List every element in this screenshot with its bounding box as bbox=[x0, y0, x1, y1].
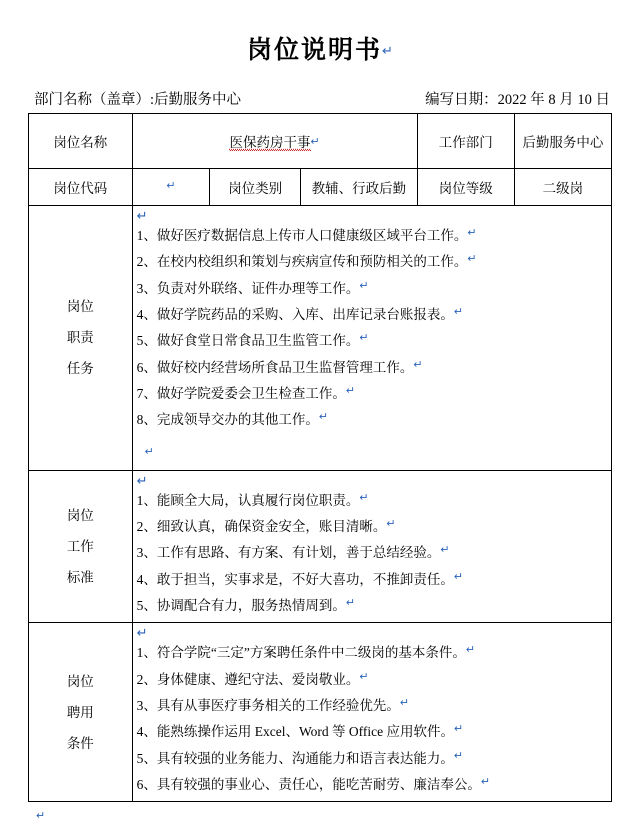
work-dept-value: 后勤服务中心 bbox=[522, 135, 604, 150]
paragraph-mark-icon: ↵ bbox=[136, 208, 148, 223]
cell-job-type-label bbox=[210, 169, 301, 206]
paragraph-mark-icon: ↵ bbox=[454, 723, 464, 736]
requirements-item-text: 5、具有较强的业务能力、沟通能力和语言表达能力。 bbox=[136, 750, 454, 766]
paragraph-mark-icon: ↵ bbox=[399, 697, 410, 710]
paragraph-mark-icon: ↵ bbox=[166, 179, 176, 192]
paragraph-mark-icon: ↵ bbox=[318, 411, 329, 424]
date-value: 2022 年 8 月 10 日 bbox=[497, 92, 610, 108]
paragraph-mark-icon: ↵ bbox=[136, 472, 148, 488]
standards-item-text: 1、能顾全大局，认真履行岗位职责。 bbox=[136, 492, 360, 508]
standards-item-text: 5、协调配合有力，服务热情周到。 bbox=[136, 598, 346, 614]
table-row-duties bbox=[29, 206, 612, 471]
paragraph-mark-icon: ↵ bbox=[386, 518, 396, 531]
list-item bbox=[137, 772, 607, 798]
cell-job-type-value bbox=[301, 169, 418, 206]
cell-requirements-list bbox=[132, 623, 611, 802]
paragraph-mark-icon: ↵ bbox=[440, 544, 450, 557]
list-item bbox=[137, 276, 607, 302]
duties-item-text: 2、在校内校组织和策划与疾病宣传和预防相关的工作。 bbox=[136, 254, 468, 270]
requirements-item-text: 2、身体健康、遵纪守法、爱岗敬业。 bbox=[136, 671, 360, 687]
paragraph-mark-icon: ↵ bbox=[465, 644, 476, 657]
standards-label-line-2: 工作 bbox=[66, 539, 94, 555]
duties-item-text: 1、做好医疗数据信息上传市人口健康级区域平台工作。 bbox=[136, 228, 468, 243]
paragraph-mark-icon: ↵ bbox=[413, 358, 423, 371]
cell-job-code-label bbox=[29, 169, 133, 206]
list-item bbox=[137, 407, 607, 433]
department-label: 部门名称（盖章）: bbox=[34, 92, 155, 108]
page-title bbox=[28, 30, 612, 66]
work-dept-label: 工作部门 bbox=[438, 135, 493, 150]
paragraph-mark-icon: ↵ bbox=[345, 597, 356, 610]
table-row-job-code bbox=[29, 169, 612, 206]
duties-item-text: 4、做好学院药品的采购、入库、出库记录台账报表。 bbox=[136, 306, 454, 322]
paragraph-mark-icon: ↵ bbox=[382, 43, 393, 59]
job-level-value: 二级岗 bbox=[542, 181, 584, 196]
duties-item-text: 3、负责对外联络、证件办理等工作。 bbox=[136, 280, 360, 296]
paragraph-mark-icon: ↵ bbox=[36, 810, 46, 823]
cell-job-code-value bbox=[132, 169, 210, 206]
paragraph-mark-icon: ↵ bbox=[453, 306, 464, 319]
list-item bbox=[137, 488, 607, 514]
duties-label-line-2: 职责 bbox=[66, 330, 94, 346]
paragraph-mark-icon: ↵ bbox=[467, 227, 477, 240]
list-item bbox=[137, 640, 607, 666]
cell-duties-list bbox=[132, 206, 611, 471]
job-name-label: 岗位名称 bbox=[53, 135, 108, 150]
duties-item-text: 7、做好学院爱委会卫生检查工作。 bbox=[136, 385, 346, 401]
paragraph-mark-icon: ↵ bbox=[359, 332, 369, 345]
list-item bbox=[137, 381, 607, 407]
standards-label-line-1: 岗位 bbox=[66, 508, 94, 524]
cell-duties-label bbox=[29, 206, 133, 471]
requirements-item-text: 4、能熟练操作运用 Excel、Word 等 Office 应用软件。 bbox=[136, 724, 454, 740]
list-item bbox=[137, 249, 607, 275]
duties-item-text: 6、做好校内经营场所食品卫生监督管理工作。 bbox=[136, 359, 414, 375]
duties-list bbox=[137, 223, 607, 434]
list-item bbox=[137, 223, 607, 249]
list-item bbox=[137, 719, 607, 745]
duties-label-line-1: 岗位 bbox=[66, 299, 94, 315]
document-footer-mark bbox=[28, 802, 612, 826]
cell-requirements-label bbox=[29, 623, 133, 802]
cell-job-level-label bbox=[417, 169, 514, 206]
list-item bbox=[137, 746, 607, 772]
list-item bbox=[137, 567, 607, 593]
paragraph-mark-icon: ↵ bbox=[467, 253, 477, 266]
table-row-job-name bbox=[29, 114, 612, 169]
standards-label-line-3: 标准 bbox=[66, 570, 94, 586]
cell-work-dept-label bbox=[417, 114, 514, 169]
department-value: 后勤服务中心 bbox=[154, 92, 242, 108]
table-row-standards bbox=[29, 470, 612, 623]
paragraph-mark-icon: ↵ bbox=[310, 135, 320, 148]
job-level-label: 岗位等级 bbox=[438, 181, 493, 196]
requirements-label-line-1: 岗位 bbox=[66, 673, 94, 689]
job-code-label: 岗位代码 bbox=[53, 181, 108, 196]
requirements-item-text: 3、具有从事医疗事务相关的工作经验优先。 bbox=[136, 698, 400, 714]
cell-job-level-value bbox=[514, 169, 611, 206]
page-title-text: 岗位说明书 bbox=[247, 37, 383, 64]
date-label: 编写日期： bbox=[425, 92, 498, 108]
date-field bbox=[425, 88, 610, 109]
requirements-list bbox=[137, 640, 607, 798]
paragraph-mark-icon: ↵ bbox=[453, 570, 464, 583]
job-description-table bbox=[28, 113, 612, 802]
cell-job-name-value bbox=[132, 114, 417, 169]
department-field bbox=[34, 88, 241, 109]
list-item bbox=[137, 693, 607, 719]
list-item bbox=[137, 328, 607, 354]
list-item bbox=[137, 593, 607, 619]
requirements-label-line-3: 条件 bbox=[66, 735, 94, 751]
list-item bbox=[137, 302, 607, 328]
duties-item-text: 5、做好食堂日常食品卫生监管工作。 bbox=[136, 333, 360, 349]
cell-work-dept-value bbox=[514, 114, 611, 169]
job-type-value: 教辅、行政后勤 bbox=[311, 181, 407, 196]
list-item bbox=[137, 667, 607, 693]
paragraph-mark-icon: ↵ bbox=[453, 749, 464, 762]
cell-standards-label bbox=[29, 470, 133, 623]
paragraph-mark-icon: ↵ bbox=[359, 670, 369, 683]
standards-list bbox=[137, 488, 607, 620]
duties-trailing-mark bbox=[137, 442, 607, 467]
job-type-label: 岗位类别 bbox=[228, 181, 283, 196]
list-item bbox=[137, 355, 607, 381]
table-row-requirements bbox=[29, 623, 612, 802]
paragraph-mark-icon: ↵ bbox=[345, 385, 356, 398]
cell-job-name-label bbox=[29, 114, 133, 169]
paragraph-mark-icon: ↵ bbox=[359, 279, 369, 292]
job-name-value: 医保药房干事 bbox=[229, 135, 311, 150]
requirements-item-text: 6、具有较强的事业心、责任心，能吃苦耐劳、廉洁奉公。 bbox=[136, 776, 481, 792]
standards-item-text: 3、工作有思路、有方案、有计划，善于总结经验。 bbox=[136, 545, 441, 561]
paragraph-mark-icon: ↵ bbox=[359, 492, 369, 504]
paragraph-mark-icon: ↵ bbox=[480, 776, 491, 789]
document-meta bbox=[28, 88, 612, 113]
list-item bbox=[137, 514, 607, 540]
duties-item-text: 8、完成领导交办的其他工作。 bbox=[136, 412, 319, 428]
standards-item-text: 2、细致认真，确保资金安全，账目清晰。 bbox=[136, 519, 387, 535]
paragraph-mark-icon: ↵ bbox=[136, 625, 148, 641]
list-item bbox=[137, 540, 607, 566]
duties-label-line-3: 任务 bbox=[66, 361, 94, 377]
cell-standards-list bbox=[132, 470, 611, 623]
requirements-label-line-2: 聘用 bbox=[66, 704, 94, 720]
requirements-item-text: 1、符合学院“三定”方案聘任条件中二级岗的基本条件。 bbox=[136, 645, 466, 661]
paragraph-mark-icon: ↵ bbox=[144, 445, 154, 458]
standards-item-text: 4、敢于担当，实事求是，不好大喜功，不推卸责任。 bbox=[136, 571, 454, 587]
